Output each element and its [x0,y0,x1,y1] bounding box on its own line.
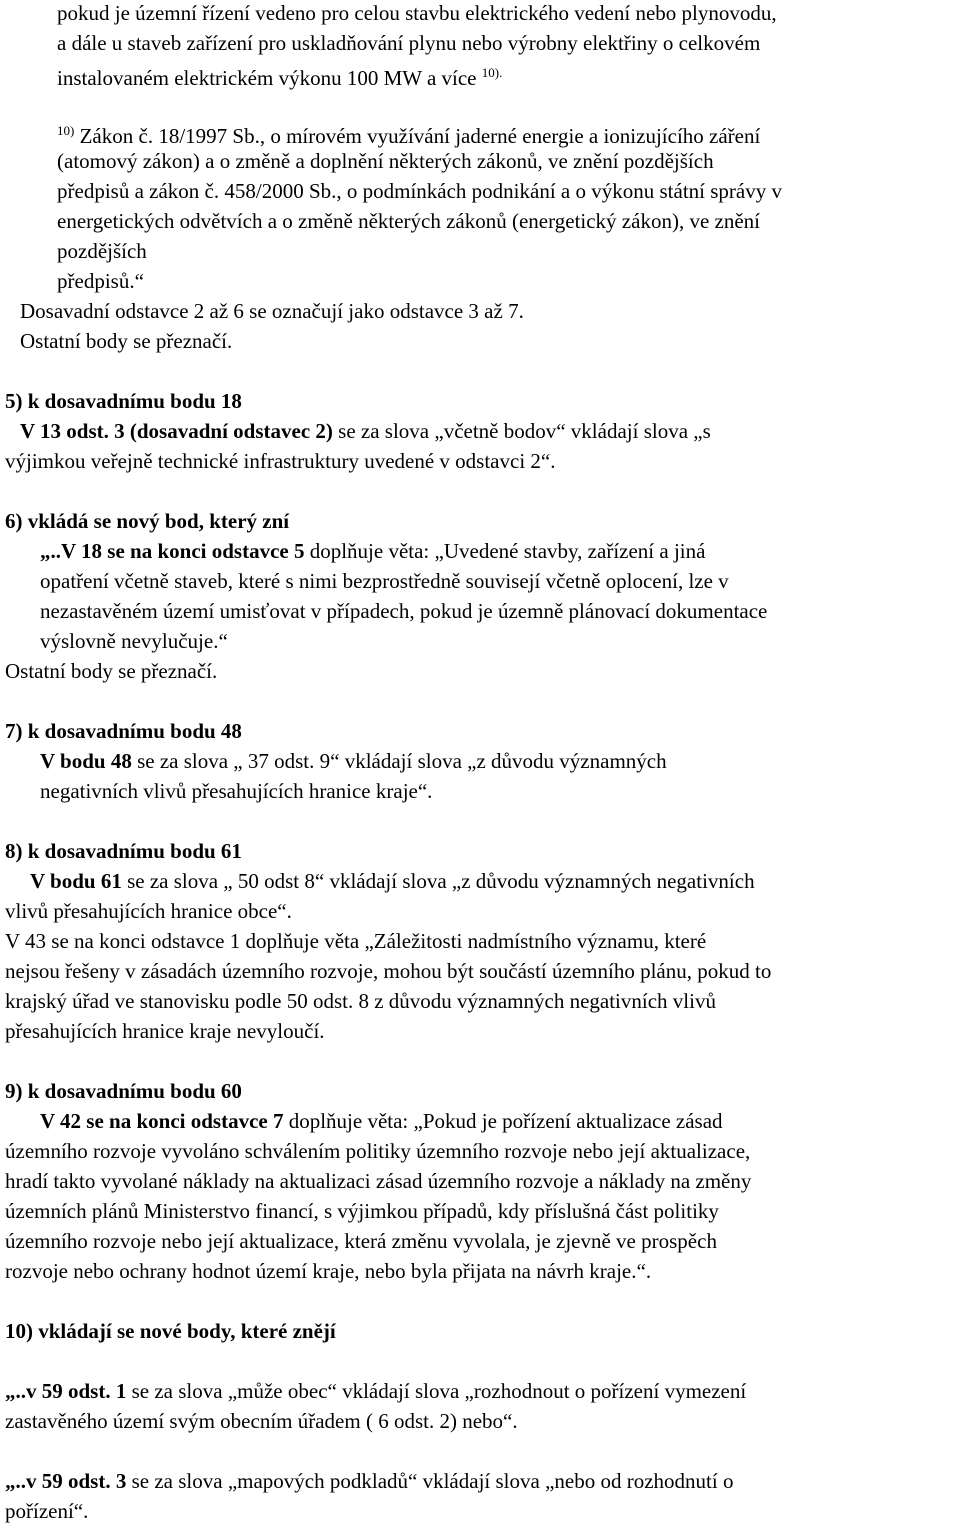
section-heading-text: 8) k dosavadnímu bodu 61 [5,839,242,863]
text-line: Dosavadní odstavce 2 až 6 se označují jako odstavce 3 až 7. [20,299,524,323]
section-heading-text: 9) k dosavadnímu bodu 60 [5,1079,242,1103]
footnote-mark: 10) [57,123,75,138]
text-line: územních plánů Ministerstvo financí, s výjimkou případů, kdy příslušná část politiky [5,1199,719,1223]
text-line: negativních vlivů přesahujících hranice kraje“. [40,779,433,803]
text-line-part: doplňuje věta: „Pokud je pořízení aktualizace zásad [283,1109,723,1133]
text-line: zastavěného území svým obecním úřadem ( 6 odst. 2) nebo“. [5,1409,518,1433]
text-line-part: se za slova „včetně bodov“ vkládají slova „s [332,419,711,443]
section-heading [5,838,242,864]
text-line: nejsou řešeny v zásadách územního rozvoje, mohou být součástí územního plánu, pokud to [5,959,772,983]
text-line [57,60,502,91]
section-heading-text: 6) vkládá se nový bod, který zní [5,509,290,533]
text-line: přesahujících hranice kraje nevyloučí. [5,1019,325,1043]
footnote-line: předpisů a zákon č. 458/2000 Sb., o podmínkách podnikání a o výkonu státní správy v [57,179,782,203]
text-line [5,1468,733,1494]
text-line-part: se za slova „ 50 odst 8“ vkládají slova „z důvodu významných negativních [121,869,755,893]
text-line: výslovně nevylučuje.“ [40,629,228,653]
bold-lead: V bodu 48 [40,749,132,773]
text-line [40,748,667,774]
bold-lead: „..v 59 odst. 1 [5,1379,127,1403]
bold-lead: V 42 se na konci odstavce 7 [40,1109,284,1133]
text-line: rozvoje nebo ochrany hodnot území kraje, nebo byla přijata na návrh kraje.“. [5,1259,652,1283]
bold-lead: V bodu 61 [30,869,122,893]
footnote-line: pozdějších [57,239,147,263]
section-heading [5,718,242,744]
section-heading-text: 10) vkládají se nové body, které znějí [5,1319,336,1343]
section-heading [5,508,289,534]
text-line [40,538,705,564]
text-line: hradí takto vyvolané náklady na aktualizaci zásad územního rozvoje a náklady na změny [5,1169,752,1193]
text-line: výjimkou veřejně technické infrastruktury uvedené v odstavci 2“. [5,449,556,473]
text-line-part: se za slova „ 37 odst. 9“ vkládají slova „z důvodu významných [131,749,667,773]
text-line [30,868,755,894]
footnote-line: (atomový zákon) a o změně a doplnění některých zákonů, ve znění pozdějších [57,149,714,173]
text-line: nezastavěném území umisťovat v případech, pokud je územně plánovací dokumentace [40,599,768,623]
footnote-line [57,118,760,149]
text-line-part: instalovaném elektrickém výkonu 100 MW a více [57,66,477,90]
bold-lead: V 13 odst. 3 (dosavadní odstavec 2) [20,419,333,443]
text-line: V 43 se na konci odstavce 1 doplňuje věta „Záležitosti nadmístního významu, které [5,929,707,953]
footnote-ref: 10). [481,65,503,80]
text-line: a dále u staveb zařízení pro uskladňování plynu nebo výrobny elektřiny o celkovém [57,31,761,55]
text-line: krajský úřad ve stanovisku podle 50 odst. 8 z důvodu významných negativních vlivů [5,989,716,1013]
bold-lead: „..v 59 odst. 3 [5,1469,127,1493]
text-line [5,1378,746,1404]
section-heading [5,1318,336,1344]
text-line: Ostatní body se přeznačí. [20,329,233,353]
section-heading-text: 7) k dosavadnímu bodu 48 [5,719,242,743]
text-line: územního rozvoje nebo její aktualizace, která změnu vyvolala, je zjevně ve prospěch [5,1229,717,1253]
section-heading-text: 5) k dosavadnímu bodu 18 [5,389,242,413]
text-line-part: se za slova „mapových podkladů“ vkládají slova „nebo od rozhodnutí o [126,1469,734,1493]
footnote-text: Zákon č. 18/1997 Sb., o mírovém využívání jaderné energie a ionizujícího záření [79,124,761,148]
text-line-part: se za slova „může obec“ vkládají slova „rozhodnout o pořízení vymezení [126,1379,747,1403]
text-line: opatření včetně staveb, které s nimi bezprostředně souvisejí včetně oplocení, lze v [40,569,729,593]
text-line [20,418,711,444]
text-line: vlivů přesahujících hranice obce“. [5,899,292,923]
text-line: Ostatní body se přeznačí. [5,659,218,683]
text-line-part: doplňuje věta: „Uvedené stavby, zařízení a jiná [304,539,706,563]
text-line: pokud je územní řízení vedeno pro celou stavbu elektrického vedení nebo plynovodu, [57,1,777,25]
text-line [40,1108,723,1134]
text-line: územního rozvoje vyvoláno schválením politiky územního rozvoje nebo její aktualizace, [5,1139,751,1163]
footnote-line: předpisů.“ [57,269,144,293]
bold-lead: „..V 18 se na konci odstavce 5 [40,539,305,563]
footnote-line: energetických odvětvích a o změně některých zákonů (energetický zákon), ve znění [57,209,760,233]
section-heading [5,388,242,414]
section-heading [5,1078,242,1104]
text-line: pořízení“. [5,1499,89,1523]
